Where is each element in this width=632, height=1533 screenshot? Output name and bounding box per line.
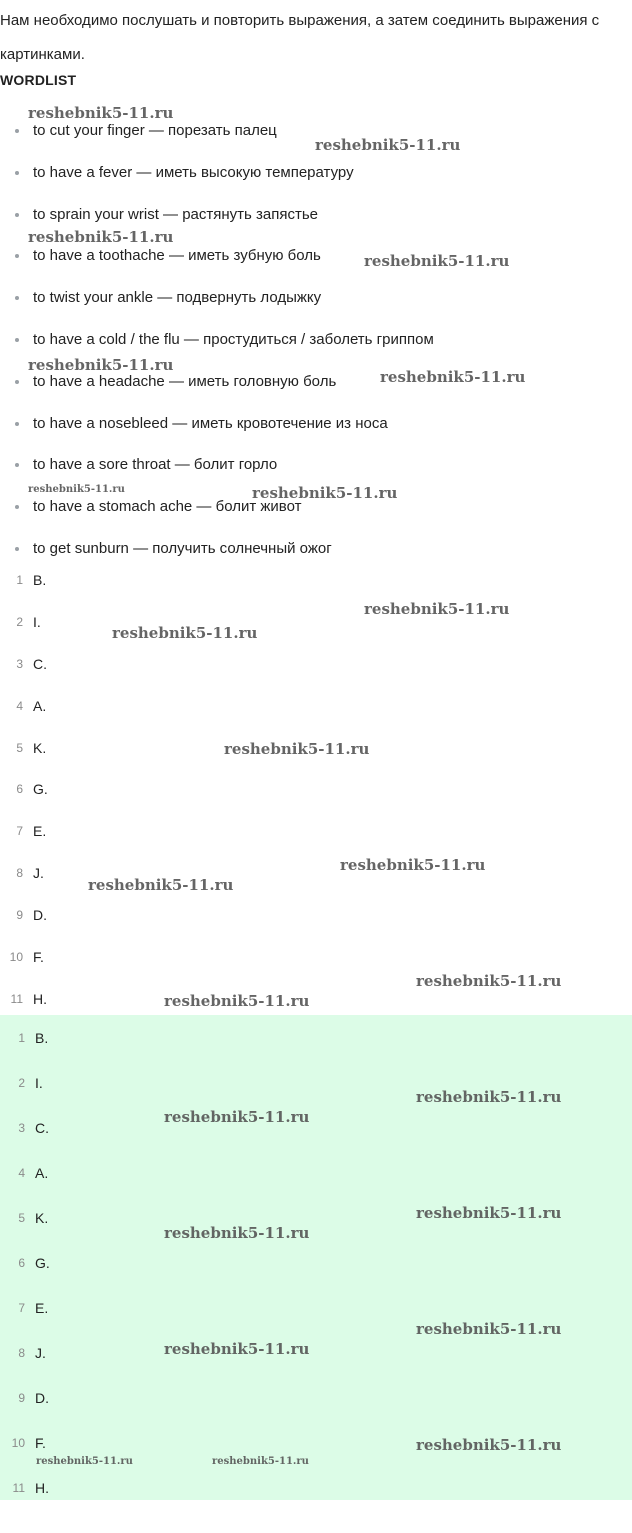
answer-letter: G. <box>35 1255 50 1271</box>
answer-number: 7 <box>16 824 23 839</box>
bullet-icon <box>15 380 19 384</box>
bullet-icon <box>15 213 19 217</box>
watermark: reshebnik5-11.ru <box>28 356 174 374</box>
answer-number: 2 <box>16 614 23 629</box>
watermark: reshebnik5-11.ru <box>28 484 125 495</box>
answer-number: 11 <box>10 991 23 1006</box>
answer-letter: A. <box>35 1165 49 1181</box>
wordlist-item <box>0 277 434 319</box>
answer-letter: D. <box>33 907 47 924</box>
answer-number: 2 <box>18 1076 25 1090</box>
watermark: reshebnik5-11.ru <box>364 252 510 270</box>
wordlist-heading: WORDLIST <box>0 72 77 88</box>
watermark: reshebnik5-11.ru <box>416 1436 562 1454</box>
wordlist-item <box>0 319 434 361</box>
watermark: reshebnik5-11.ru <box>164 1340 310 1358</box>
wordlist-item-text: to twist your ankle — подвернуть лодыжку <box>33 289 322 307</box>
answer-number: 10 <box>9 950 23 965</box>
answer-letter: F. <box>35 1435 46 1451</box>
watermark: reshebnik5-11.ru <box>36 1456 133 1467</box>
wordlist-item <box>0 152 434 194</box>
wordlist-item-text: to have a headache — иметь головную боль <box>33 372 337 390</box>
wordlist-item <box>0 444 434 486</box>
watermark: reshebnik5-11.ru <box>416 972 562 990</box>
answer-letter: I. <box>35 1075 43 1091</box>
answer-letter: K. <box>33 739 47 756</box>
answer-letter: I. <box>33 613 41 630</box>
watermark: reshebnik5-11.ru <box>164 992 310 1010</box>
wordlist-item-text: to have a toothache — иметь зубную боль <box>33 247 321 265</box>
answer-letter: J. <box>33 865 44 882</box>
answer-number: 5 <box>18 1211 25 1225</box>
watermark: reshebnik5-11.ru <box>364 600 510 618</box>
answer-letter: F. <box>33 949 44 966</box>
wordlist-item-text: to sprain your wrist — растянуть запястье <box>33 205 319 223</box>
bullet-icon <box>15 422 19 426</box>
answer-number: 4 <box>18 1166 25 1180</box>
answer-number: 3 <box>16 656 23 671</box>
answer-number: 1 <box>18 1031 25 1045</box>
answer-number: 6 <box>18 1256 25 1270</box>
wordlist-item-text: to have a fever — иметь высокую температуру <box>33 163 354 181</box>
answer-letter: B. <box>35 1030 49 1046</box>
watermark: reshebnik5-11.ru <box>380 368 526 386</box>
watermark: reshebnik5-11.ru <box>212 1456 309 1467</box>
answer-letter: J. <box>35 1345 46 1361</box>
bullet-icon <box>15 547 19 551</box>
answer-number: 9 <box>16 908 23 923</box>
bullet-icon <box>15 463 19 467</box>
watermark: reshebnik5-11.ru <box>28 104 174 122</box>
answer-letter: H. <box>35 1480 49 1496</box>
watermark: reshebnik5-11.ru <box>164 1224 310 1242</box>
wordlist-item-text: to have a sore throat — болит горло <box>33 456 278 474</box>
watermark: reshebnik5-11.ru <box>224 740 370 758</box>
answer-number: 10 <box>11 1436 25 1450</box>
answer-number: 8 <box>18 1346 25 1360</box>
intro-text: Нам необходимо послушать и повторить выражения, а затем соединить выражения с картинками. <box>0 12 600 63</box>
answer-letter: K. <box>35 1210 49 1226</box>
wordlist-item-text: to cut your finger — порезать палец <box>33 122 277 139</box>
bullet-icon <box>15 338 19 342</box>
answer-number: 5 <box>16 740 23 755</box>
watermark: reshebnik5-11.ru <box>164 1108 310 1126</box>
bullet-icon <box>15 296 19 300</box>
answer-number: 4 <box>16 698 23 713</box>
watermark: reshebnik5-11.ru <box>112 624 258 642</box>
answer-number: 9 <box>18 1391 25 1405</box>
answer-number: 3 <box>18 1121 25 1135</box>
wordlist-item <box>0 528 434 570</box>
wordlist-item-text: to have a cold / the flu — простудиться / заболеть гриппом <box>33 330 434 348</box>
bullet-icon <box>15 129 19 133</box>
answer-number: 11 <box>12 1481 25 1495</box>
wordlist-item-text: to have a stomach ache — болит живот <box>33 498 302 516</box>
bullet-icon <box>15 254 19 258</box>
watermark: reshebnik5-11.ru <box>252 484 398 502</box>
answer-letter: H. <box>33 990 47 1007</box>
answer-number: 6 <box>16 782 23 797</box>
wordlist-item-text: to have a nosebleed — иметь кровотечение из носа <box>33 414 388 432</box>
answer-letter: C. <box>33 655 47 672</box>
answer-letter: E. <box>33 823 47 840</box>
watermark: reshebnik5-11.ru <box>315 136 461 154</box>
answer-number: 1 <box>16 573 23 587</box>
answer-letter: A. <box>33 697 47 714</box>
answer-number: 8 <box>16 866 23 881</box>
answer-number: 7 <box>18 1301 25 1315</box>
watermark: reshebnik5-11.ru <box>28 228 174 246</box>
wordlist-item-text: to get sunburn — получить солнечный ожог <box>33 539 332 557</box>
watermark: reshebnik5-11.ru <box>416 1088 562 1106</box>
answer-letter: E. <box>35 1300 49 1316</box>
bullet-icon <box>15 505 19 509</box>
watermark: reshebnik5-11.ru <box>88 876 234 894</box>
answer-letter: G. <box>33 781 48 798</box>
wordlist-item <box>0 403 434 445</box>
watermark: reshebnik5-11.ru <box>416 1320 562 1338</box>
answer-letter: D. <box>35 1390 49 1406</box>
watermark: reshebnik5-11.ru <box>416 1204 562 1222</box>
watermark: reshebnik5-11.ru <box>340 856 486 874</box>
answer-letter: C. <box>35 1120 49 1136</box>
bullet-icon <box>15 171 19 175</box>
answer-letter: B. <box>33 572 47 588</box>
